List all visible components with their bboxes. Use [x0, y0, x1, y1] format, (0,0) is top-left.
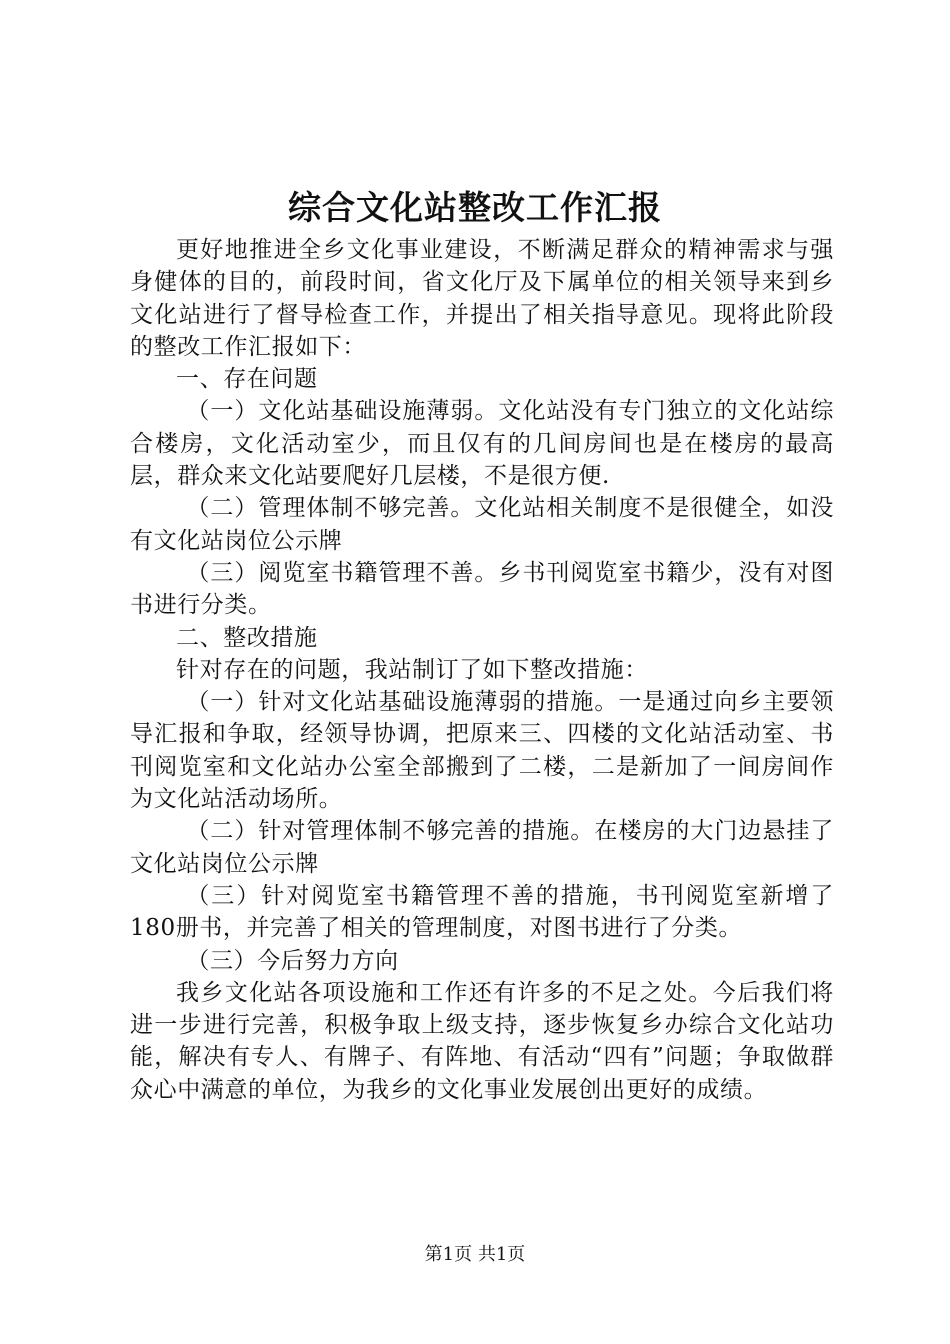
future-paragraph: 我乡文化站各项设施和工作还有许多的不足之处。今后我们将进一步进行完善，积极争取上级支持，逐步恢复乡办综合文化站功能，解决有专人、有牌子、有阵地、有活动“四有”问题；争取做群众心中满意的单位，为我乡的文化事业发展创出更好的成绩。	[130, 979, 834, 1103]
document-body	[130, 234, 834, 1106]
problem-item-2: （二）管理体制不够完善。文化站相关制度不是很健全，如没有文化站岗位公示牌	[130, 495, 834, 554]
section-heading-problems: 一、存在问题	[176, 366, 318, 393]
document-title: 综合文化站整改工作汇报	[288, 188, 662, 227]
page-footer: 第1页 共1页	[424, 1244, 526, 1265]
measure-item-2: （二）针对管理体制不够完善的措施。在楼房的大门边悬挂了文化站岗位公示牌	[130, 818, 834, 877]
problem-item-3: （三）阅览室书籍管理不善。乡书刊阅览室书籍少，没有对图书进行分类。	[130, 559, 834, 619]
measure-item-3: （三）针对阅览室书籍管理不善的措施，书刊阅览室新增了180册书，并完善了相关的管理制度，对图书进行了分类。	[130, 882, 834, 942]
measure-item-1: （一）针对文化站基础设施薄弱的措施。一是通过向乡主要领导汇报和争取，经领导协调，把原来三、四楼的文化站活动室、书刊阅览室和文化站办公室全部搬到了二楼，二是新加了一间房间作为文化站活动场所。	[130, 689, 834, 813]
intro-paragraph: 更好地推进全乡文化事业建设，不断满足群众的精神需求与强身健体的目的，前段时间，省文化厅及下属单位的相关领导来到乡文化站进行了督导检查工作，并提出了相关指导意见。现将此阶段的整改工作汇报如下：	[130, 237, 834, 360]
measures-intro: 针对存在的问题，我站制订了如下整改措施：	[176, 656, 648, 683]
problem-item-1: （一）文化站基础设施薄弱。文化站没有专门独立的文化站综合楼房，文化活动室少，而且仅有的几间房间也是在楼房的最高层，群众来文化站要爬好几层楼，不是很方便.	[130, 398, 834, 490]
section-heading-measures: 二、整改措施	[176, 624, 318, 651]
section-heading-future: （三）今后努力方向	[186, 947, 399, 974]
